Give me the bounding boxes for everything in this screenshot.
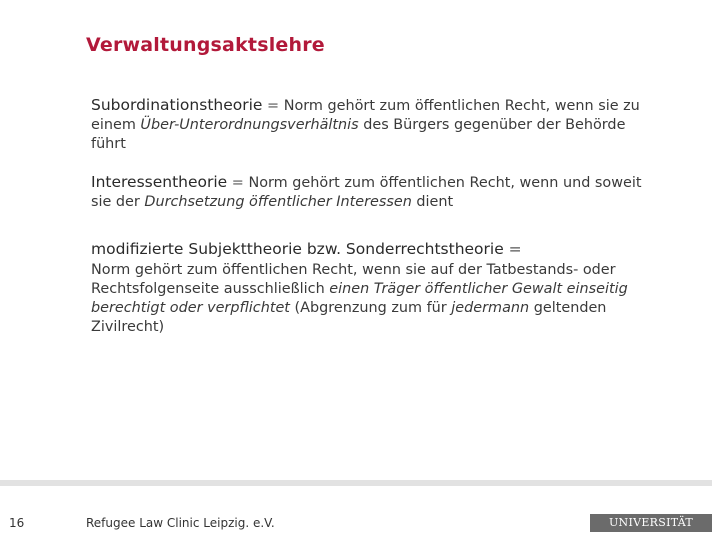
theory-text: Norm gehört zum öffentlichen Recht, wenn sie zu einem: [91, 98, 640, 133]
theory-text: Norm gehört zum öffentlichen Recht, wenn und soweit sie der: [91, 175, 642, 210]
theory-term: Interessentheorie: [91, 173, 228, 191]
theory-emphasis: einen Träger öffentlicher Gewalt einseitig berechtigt oder verpflichtet: [91, 281, 628, 316]
theory-emphasis: Über-Unterordnungsverhältnis: [140, 117, 359, 133]
theory-term: modifizierte Subjekttheorie bzw. Sonderrechtstheorie: [91, 240, 504, 258]
theory-text: dient: [411, 194, 454, 210]
theory-text: (Abgrenzung zum für: [289, 300, 452, 316]
theory-text: des Bürgers gegenüber der Behörde führt: [91, 117, 626, 152]
theory-interessen: [91, 173, 651, 212]
theory-emphasis: Durchsetzung öffentlicher Interessen: [144, 194, 412, 210]
theory-text: Norm gehört zum öffentlichen Recht, wenn sie auf der Tatbestands- oder Rechtsfolgenseite ausschließlich: [91, 262, 616, 297]
equals-sign: =: [227, 175, 249, 191]
theory-subjekt: [91, 239, 651, 337]
page-number: 16: [9, 516, 25, 530]
theory-text: geltenden Zivilrecht): [91, 300, 607, 335]
university-logo: UNIVERSITÄT LEIPZIG: [590, 514, 712, 532]
theory-term: Subordinationstheorie: [91, 96, 263, 114]
equals-sign: =: [262, 98, 284, 114]
footer-divider: [0, 480, 712, 486]
equals-sign: =: [503, 240, 522, 258]
slide-title: Verwaltungsaktslehre: [86, 34, 325, 56]
theory-emphasis: jedermann: [451, 300, 530, 316]
footer-organization: Refugee Law Clinic Leipzig. e.V.: [86, 516, 275, 530]
theory-subordination: [91, 96, 651, 154]
